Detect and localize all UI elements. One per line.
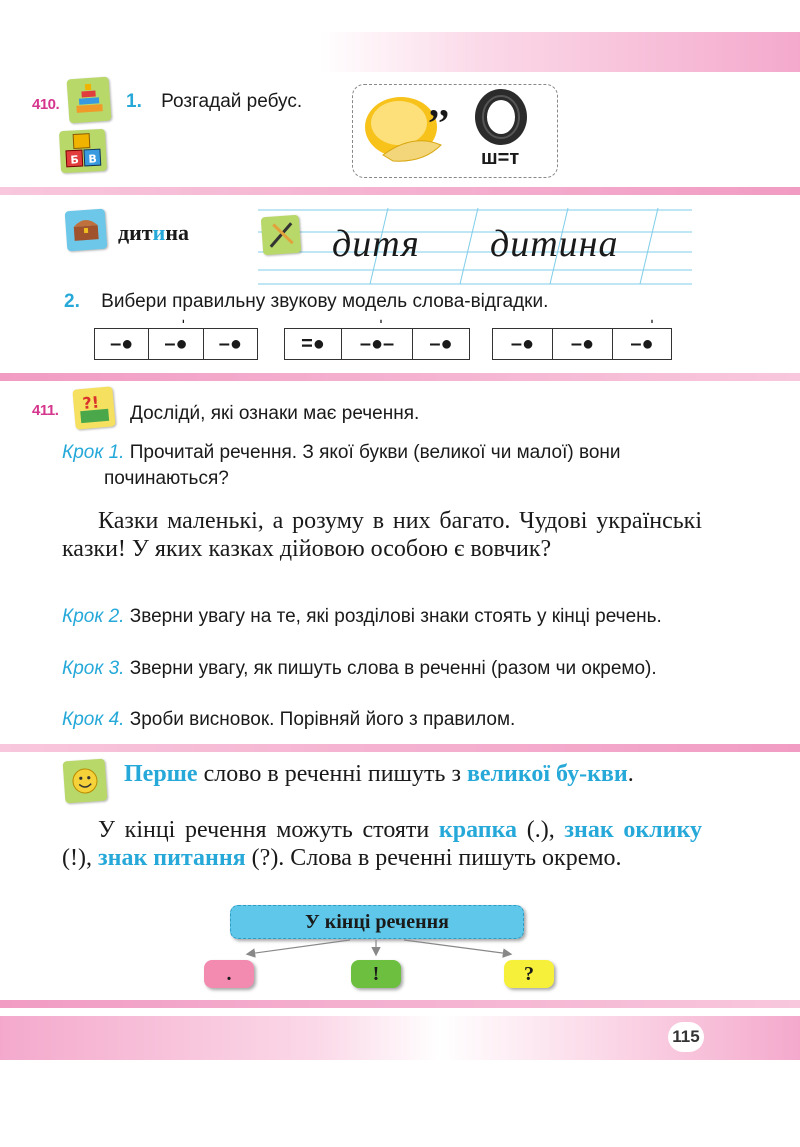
answer-word-start: дит (118, 220, 153, 245)
pencil-icon (261, 215, 302, 256)
sound-cell (613, 317, 671, 359)
sound-cell: –● (553, 329, 613, 359)
answer-word-end: на (165, 220, 189, 245)
rule-text: слово в реченні пишуть з (197, 761, 467, 787)
rule-text: У кінці речення можуть стояти (98, 817, 439, 843)
handwriting-word-1: дитя (332, 223, 420, 265)
sound-cell: =● (285, 329, 342, 359)
rule-highlight-first: Перше (124, 761, 198, 787)
alphabet-blocks-icon (59, 129, 107, 173)
rule-highlight-period: крапка (438, 817, 518, 843)
question-mark: ? (524, 962, 534, 985)
svg-text:Б: Б (70, 153, 80, 167)
sound-model-1[interactable] (94, 317, 258, 360)
task-2-line (64, 289, 548, 315)
answer-word (118, 220, 189, 246)
top-header-band (0, 32, 800, 72)
step-1-label: Крок 1. (62, 442, 125, 463)
task-2-text: Вибери правильну звукову модель слова-відгадки. (101, 291, 549, 312)
stress-mark: ˈ (180, 317, 187, 337)
stress-mark: ˈ (649, 317, 655, 337)
reading-passage: Казки маленькі, а розуму в них багато. Чудові українські казки! У яких казках дійовою особою є вовчик? (62, 508, 702, 562)
task-1-text: Розгадай ребус. (161, 91, 303, 112)
sound-cell: –● (493, 329, 553, 359)
step-1-text: Прочитай речення. З якої букви (великої чи малої) вони починаються? (104, 442, 621, 489)
separator-band-1 (0, 187, 800, 195)
exercise-411-number: 411. (32, 402, 59, 419)
rebus-comma-mark: ,, (429, 80, 449, 125)
rule-paragraph-2 (62, 816, 702, 872)
sound-cell: –● (429, 332, 453, 355)
sound-cell: –● (218, 332, 242, 355)
step-3-text: Зверни увагу, як пишуть слова в реченні (разом чи окремо). (129, 658, 657, 679)
book-question-icon (72, 386, 115, 429)
answer-word-stressed: и (152, 220, 166, 245)
step-4-label: Крок 4. (62, 709, 125, 730)
step-3 (62, 656, 702, 682)
separator-band-3 (0, 744, 800, 752)
exercise-411-intro: Досліди́, які ознаки має речення. (130, 403, 420, 424)
diagram-title: У кінці речення (305, 910, 449, 933)
sound-cell (149, 317, 203, 359)
tire-icon (473, 87, 529, 147)
sound-model-2[interactable] (284, 317, 470, 360)
rebus-frame (352, 80, 558, 178)
sound-cell-text: –● (164, 332, 188, 355)
svg-text:В: В (88, 152, 98, 166)
step-2 (62, 604, 702, 630)
sound-cell-text: –●– (359, 332, 395, 355)
sound-model-3[interactable] (492, 317, 672, 360)
pyramid-toy-icon (67, 77, 112, 124)
rule-text: . (627, 761, 634, 787)
step-4 (62, 707, 702, 733)
handwriting-word-2: дитина (490, 223, 619, 265)
smiley-icon (63, 759, 108, 804)
svg-text:?!: ?! (81, 392, 100, 413)
question-mark-box (504, 960, 554, 988)
diagram-title-box (230, 905, 524, 939)
rule-highlight-capital: великої бу-кви (466, 761, 628, 787)
sound-cell: –● (95, 329, 149, 359)
rule-text: (!), (62, 845, 98, 871)
rule-highlight-exclamation: знак оклику (564, 817, 702, 843)
handwriting-strip (258, 208, 692, 286)
page-number-badge (668, 1022, 704, 1052)
page-number: 115 (672, 1027, 700, 1046)
exercise-410-number: 410. (32, 96, 60, 113)
step-4-text: Зроби висновок. Порівняй його з правилом. (129, 709, 516, 730)
stress-mark: ˈ (378, 317, 384, 337)
exclamation-mark: ! (372, 962, 380, 985)
sound-cell (342, 317, 413, 359)
sound-cell-text: –● (630, 332, 654, 355)
period-mark-box (204, 960, 254, 988)
treasure-chest-icon (65, 209, 108, 252)
step-2-label: Крок 2. (62, 606, 125, 627)
rule-text: (?). Слова в реченні пишуть окремо. (245, 845, 622, 871)
step-3-label: Крок 3. (62, 658, 125, 679)
rule-paragraph-1 (124, 760, 702, 788)
separator-band-2 (0, 373, 800, 381)
step-1 (62, 440, 702, 492)
rule-text: (.), (517, 817, 565, 843)
task-1-number: 1. (126, 91, 142, 112)
rule-highlight-question: знак питання (97, 845, 246, 871)
rebus-replacement: ш=т (481, 147, 520, 169)
task-2-number: 2. (64, 291, 80, 312)
step-2-text: Зверни увагу на те, які розділові знаки стоять у кінці речень. (129, 606, 662, 627)
task-1-line (126, 89, 302, 115)
period-mark: . (226, 962, 232, 985)
separator-band-4 (0, 1000, 800, 1008)
exclamation-mark-box (351, 960, 401, 988)
